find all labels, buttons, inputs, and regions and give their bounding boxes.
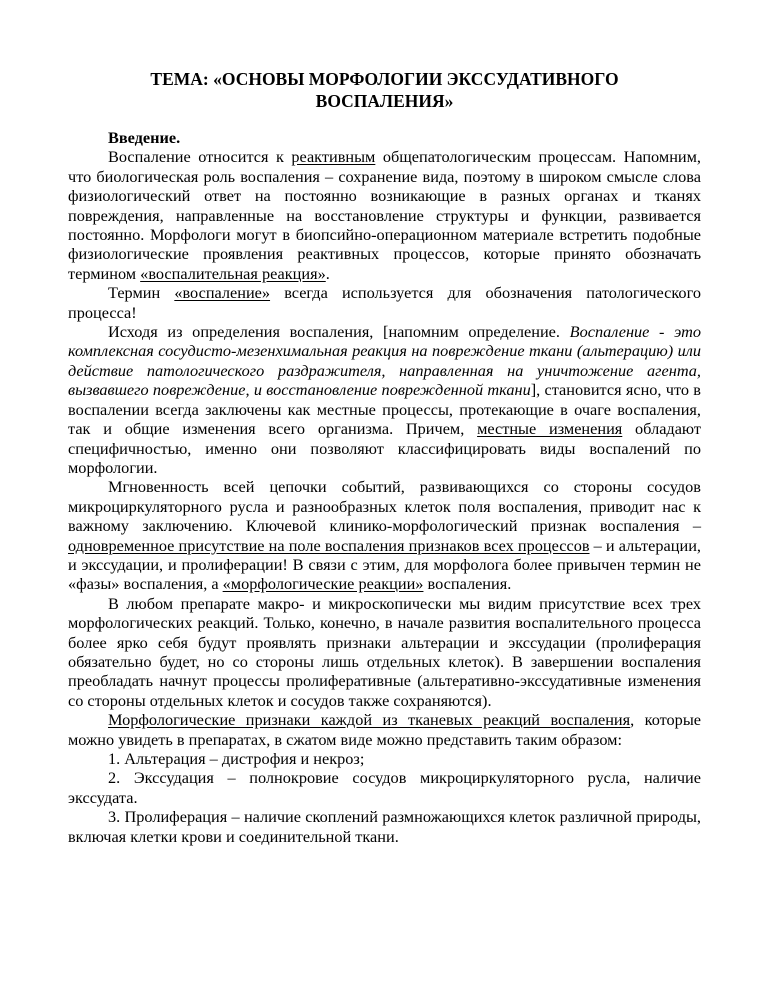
text-run: Термин xyxy=(108,283,175,303)
text-run: Мгновенность всей цепочки событий, развивающихся со стороны сосудов микроциркуляторного русла и разнообразных клеток поля воспаления, приводит нас к важному заключению. Ключевой клинико-морфологический признак воспаления – xyxy=(68,477,701,536)
text-run: ], становится ясно, что в воспалении всегда заключены как местные процессы, протекающие в очаге воспаления, так и общие изменения всего организма. Причем, xyxy=(68,380,701,439)
document-title-line2: ВОСПАЛЕНИЯ» xyxy=(315,91,454,111)
list-item-alteration xyxy=(68,749,701,768)
text-run-underline: местные изменения xyxy=(477,419,623,439)
text-run-underline: «воспаление» xyxy=(174,283,271,303)
text-run-underline: реактивным xyxy=(291,147,376,167)
text-run: . xyxy=(325,263,330,283)
text-run-bold: Введение. xyxy=(108,128,181,147)
text-run: всегда используется для обозначения патологического процесса! xyxy=(68,283,701,322)
text-run: – и альтерации, и экссудации, и пролиферации! В связи с этим, для морфолога более привычен термин не «фазы» воспаления, а xyxy=(68,535,701,594)
text-run-underline: «морфологические реакции» xyxy=(222,574,424,594)
text-run-underline: «воспалительная реакция» xyxy=(140,263,326,283)
document-title-line1: ТЕМА: «ОСНОВЫ МОРФОЛОГИИ ЭКССУДАТИВНОГО xyxy=(150,69,619,89)
text-run: обладают специфичностью, именно они позволяют классифицировать виды воспалений по морфологии. xyxy=(68,419,701,477)
paragraph-three-reactions-in-specimen xyxy=(68,594,701,710)
paragraph-morphological-signs-intro xyxy=(68,710,701,749)
paragraph-inflammation-reactive-process xyxy=(68,147,701,283)
paragraph-term-inflammation xyxy=(68,283,701,322)
text-run: 3. Пролиферация – наличие скоплений размножающихся клеток различной природы, включая клетки крови и соединительной ткани. xyxy=(68,807,701,846)
text-run: общепатологическим процессам. Напомним, что биологическая роль воспаления – сохранение вида, поэтому в широком смысле слова физиологический ответ на постоянно возникающие в разных органах и тканях повреждения, направленные на восстановление структуры и функции, развивается постоянно. Морфологи могут в биопсийно-операционном материале встретить подобные физиологические проявления реактивных процессов, которые принято обозначать термином xyxy=(68,147,701,283)
text-run: 1. Альтерация – дистрофия и некроз; xyxy=(108,749,365,768)
text-run: В любом препарате макро- и микроскопически мы видим присутствие всех трех морфологических реакций. Только, конечно, в начале развития воспалительного процесса более ярко себя будут проявлять признаки альтерации и экссудации (пролиферация обязательно будет, но со стороны лишь отдельных клеток). В завершении воспаления преобладать начнут процессы пролиферативные (альтеративно-экссудативные изменения со стороны отдельных клеток и сосудов также сохраняются). xyxy=(68,593,701,710)
list-item-exudation xyxy=(68,768,701,807)
section-heading-introduction xyxy=(68,128,701,147)
text-run: 2. Экссудация – полнокровие сосудов микроциркуляторного русла, наличие экссудата. xyxy=(68,768,701,807)
text-run-italic: Воспаление - это комплексная сосудисто-мезенхимальная реакция на повреждение ткани (альтерацию) или действие патологического раздражителя, направленная на уничтожение агента, вызвавшего повреждение, и восстановление поврежденной ткани xyxy=(68,322,701,400)
paragraph-definition-of-inflammation xyxy=(68,322,701,477)
text-run-underline: одновременное присутствие на поле воспаления признаков всех процессов xyxy=(68,535,590,555)
text-run: воспаления. xyxy=(423,574,512,594)
text-run: Исходя из определения воспаления, [напомним определение. xyxy=(108,322,570,342)
text-run-underline: Морфологические признаки каждой из тканевых реакций воспаления xyxy=(108,710,631,730)
text-run: , которые можно увидеть в препаратах, в сжатом виде можно представить таким образом: xyxy=(68,710,701,749)
text-run: Воспаление относится к xyxy=(108,147,292,167)
list-item-proliferation xyxy=(68,807,701,846)
document-title xyxy=(68,68,701,112)
paragraph-morphological-reactions xyxy=(68,477,701,593)
